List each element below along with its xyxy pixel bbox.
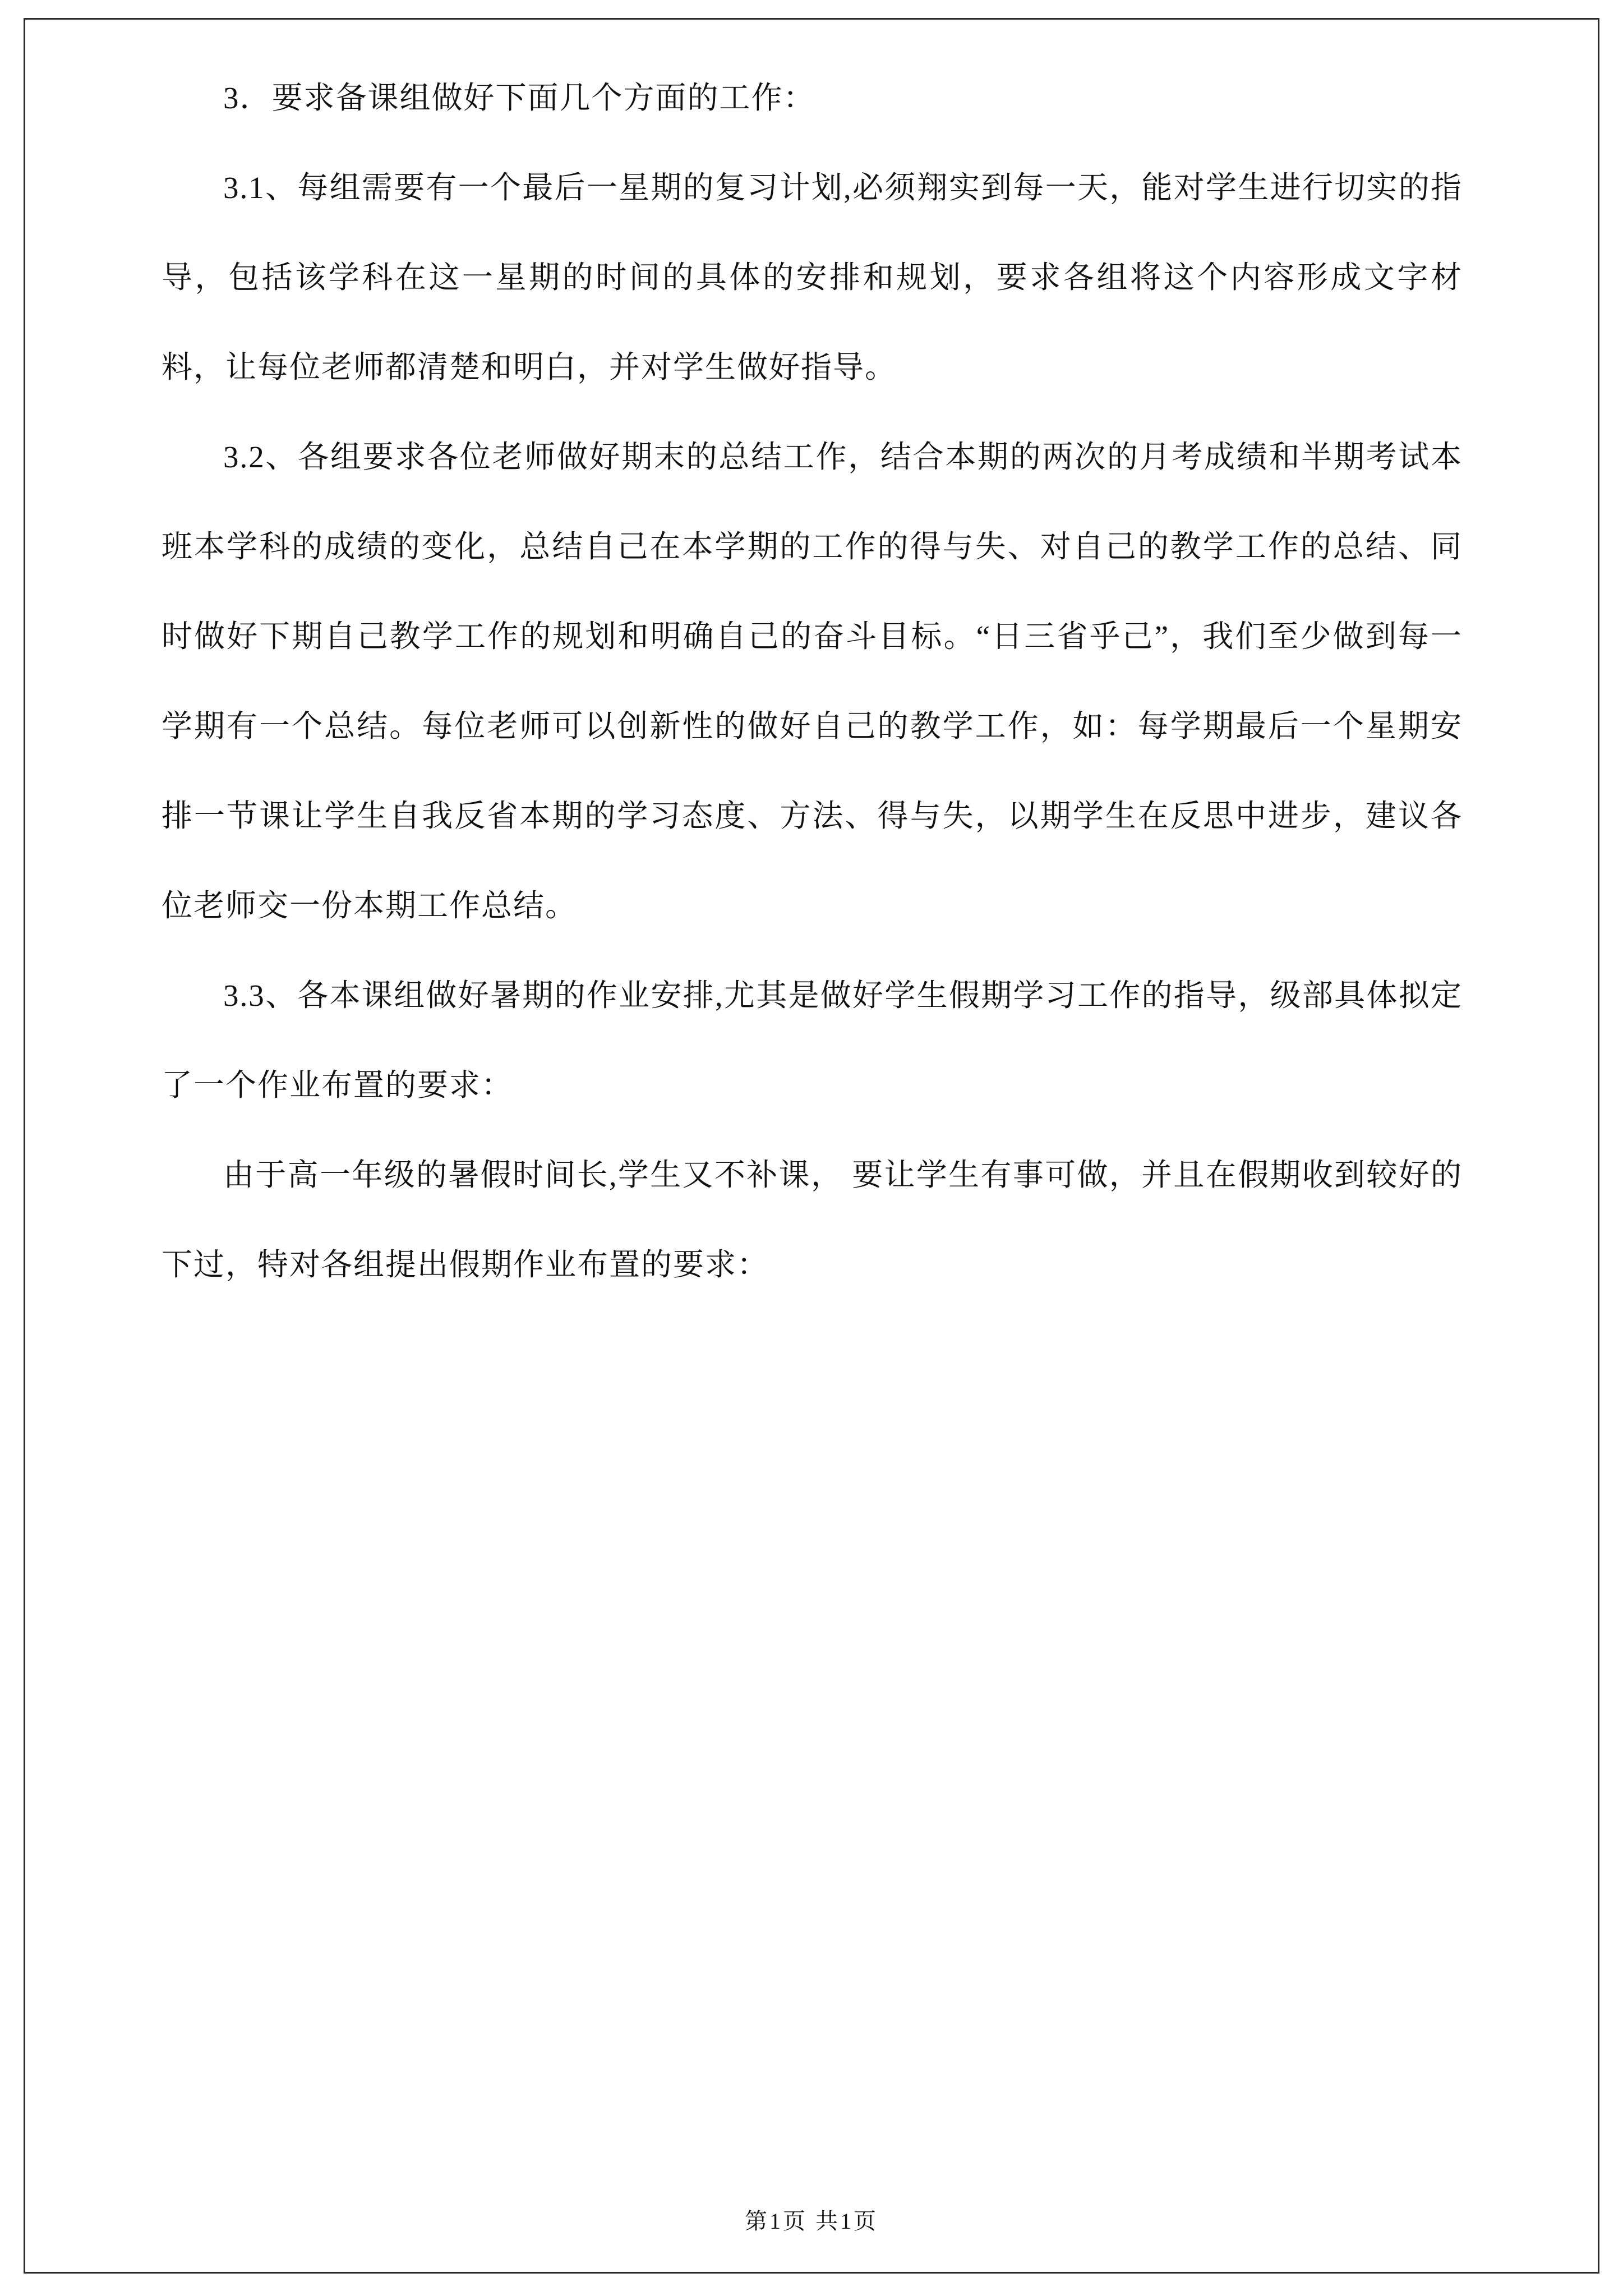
paragraph: 3.3、各本课组做好暑期的作业安排,尤其是做好学生假期学习工作的指导，级部具体拟定了一个作业布置的要求： [162, 978, 1463, 1102]
paragraph: 3.2、各组要求各位老师做好期末的总结工作，结合本期的两次的月考成绩和半期考试本班本学科的成绩的变化，总结自己在本学期的工作的得与失、对自己的教学工作的总结、同时做好下期自己教学工作的规划和明确自己的奋斗目标。“日三省乎己”，我们至少做到每一学期有一个总结。每位老师可以创新性的做好自己的教学工作，如：每学期最后一个星期安排一节课让学生自我反省本期的学习态度、方法、得与失，以期学生在反思中进步，建议各位老师交一份本期工作总结。 [162, 440, 1463, 923]
paragraph: 由于高一年级的暑假时间长,学生又不补课， 要让学生有事可做，并且在假期收到较好的下过，特对各组提出假期作业布置的要求： [162, 1158, 1463, 1282]
page-footer: 第1页 共1页 [745, 2208, 878, 2234]
paragraph: 3.1、每组需要有一个最后一星期的复习计划,必须翔实到每一天，能对学生进行切实的指导，包括该学科在这一星期的时间的具体的安排和规划，要求各组将这个内容形成文字材料，让每位老师都清楚和明白，并对学生做好指导。 [162, 171, 1463, 384]
document-body [162, 53, 1463, 1310]
paragraph: 3．要求备课组做好下面几个方面的工作： [223, 81, 815, 115]
